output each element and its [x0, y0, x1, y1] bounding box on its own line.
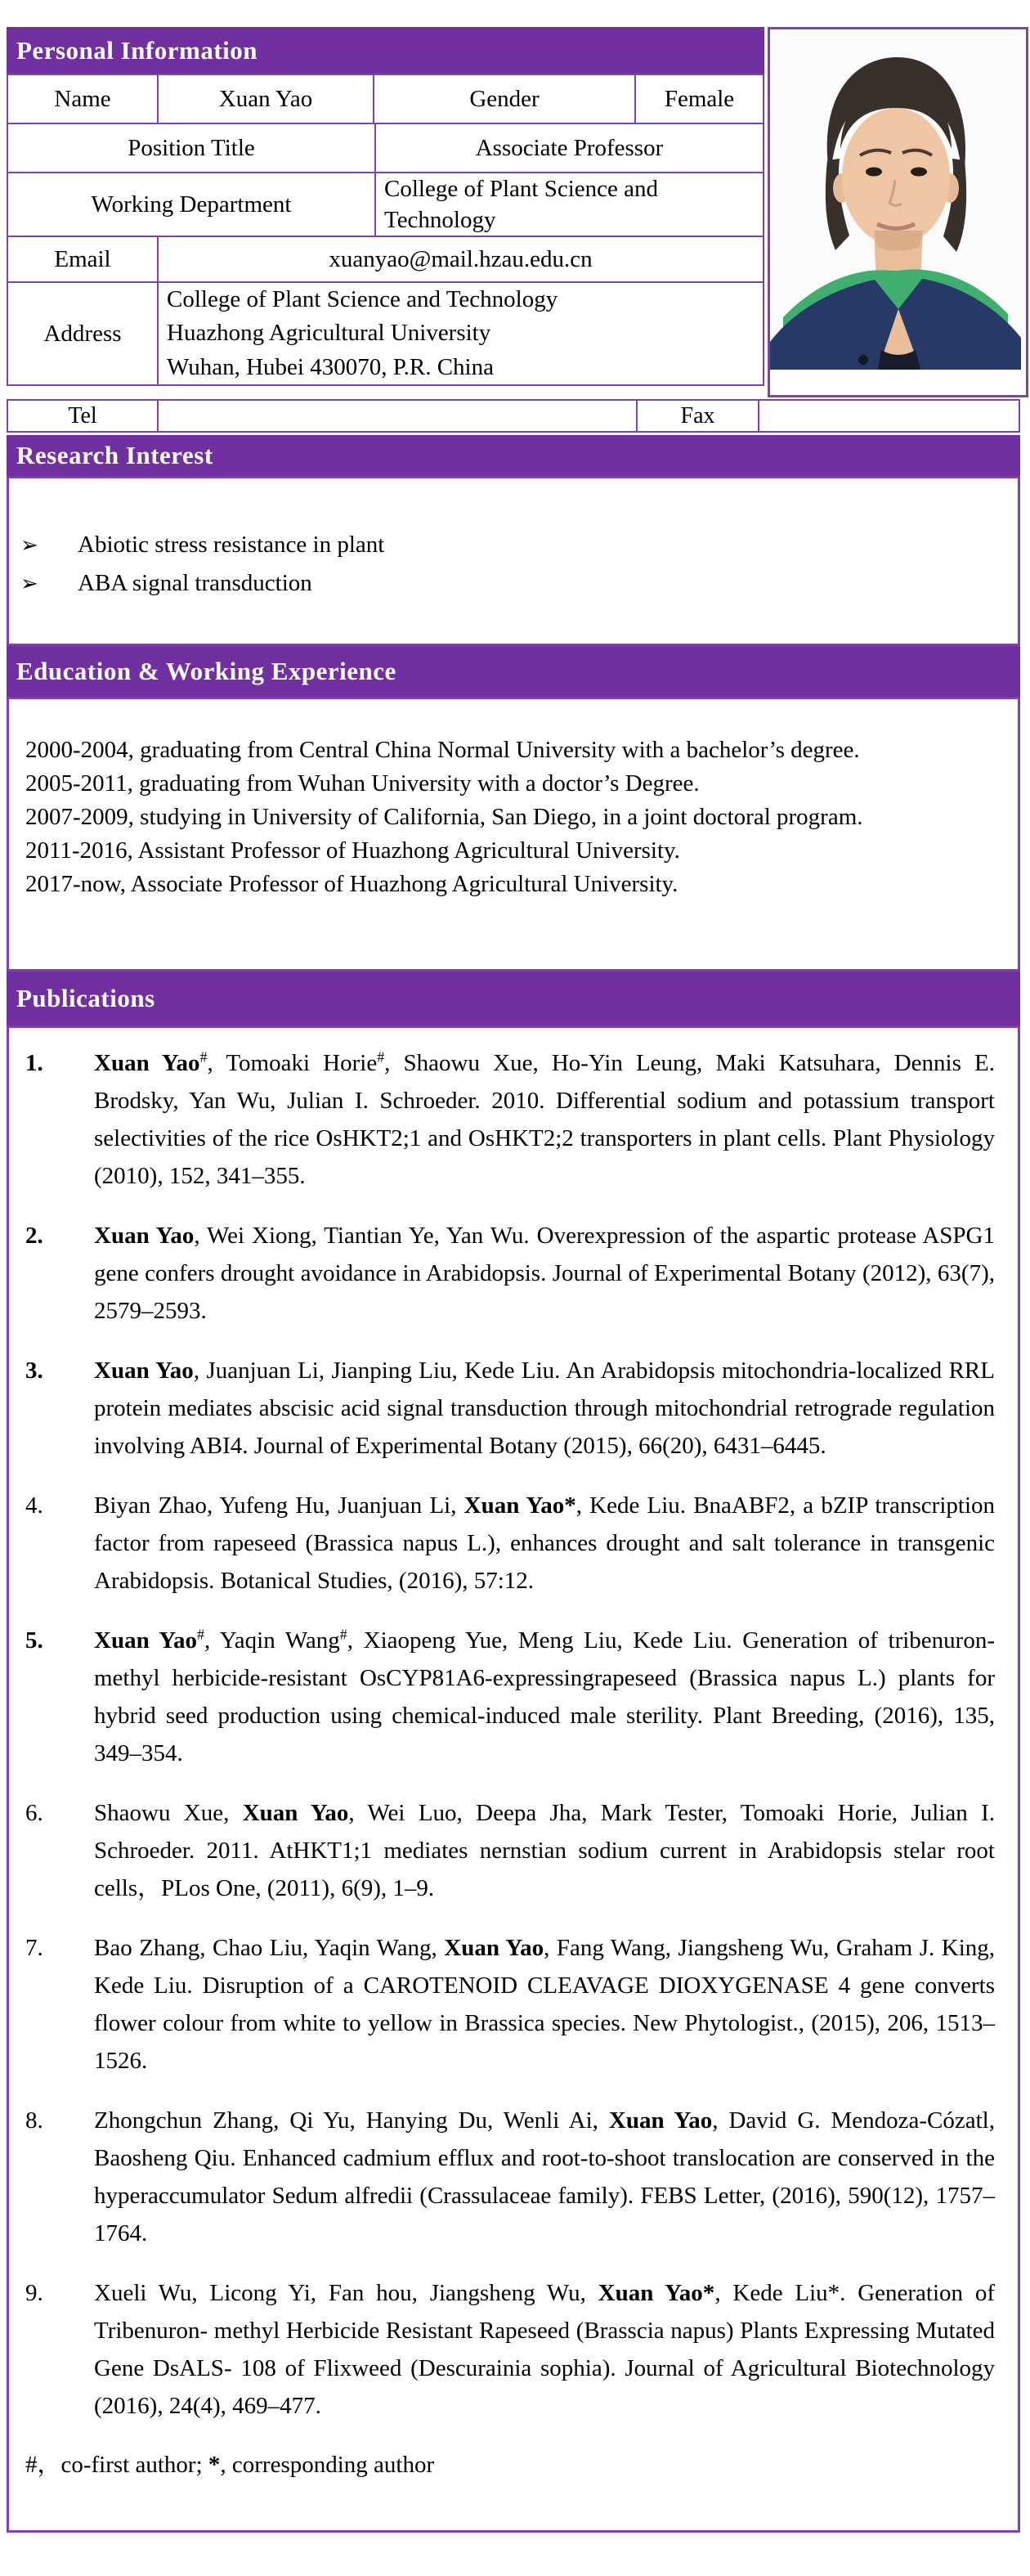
publication-number: 3. [25, 1358, 43, 1384]
publication-number: 5. [25, 1627, 43, 1654]
arrow-bullet-icon: ➢ [20, 572, 38, 596]
personal-information-section [7, 27, 1020, 397]
name-value: Xuan Yao [159, 75, 374, 123]
position-title-value: Associate Professor [475, 134, 664, 161]
publications-list [19, 1044, 995, 2425]
publication-text: Xueli Wu, Licong Yi, Fan hou, Jiangsheng Wu, Xuan Yao*, Kede Liu*. Generation of Tribenuron- methyl Herbicide Resistant Rapeseed (Brasscia napus) Plants Expressing Mutated Gene DsALS- 108 of Flixweed (Descurainia sophia). Journal of Agricultural Biotechnology (2016), 24(4), 469–477. [94, 2280, 996, 2419]
research-interest-text: Abiotic stress resistance in plant [78, 532, 385, 558]
publication-text: Zhongchun Zhang, Qi Yu, Hanying Du, Wenli Ai, Xuan Yao, David G. Mendoza-Cózatl, Baosheng Qiu. Enhanced cadmium efflux and root-to-shoot translocation are conserved in the hyperaccumulator Sedum alfredii (Crassulaceae family). FEBS Letter, (2016), 590(12), 1757–1764. [94, 2107, 995, 2246]
education-entry: 2007-2009, studying in University of California, San Diego, in a joint doctoral program. [25, 804, 863, 830]
education-list [25, 734, 1001, 901]
fax-label: Fax [638, 401, 759, 431]
publication-text: Bao Zhang, Chao Liu, Yaqin Wang, Xuan Yao, Fang Wang, Jiangsheng Wu, Graham J. King, Kede Liu. Disruption of a CAROTENOID CLEAVAGE DIOXYGENASE 4 gene converts flower colour from white to yellow in Brassica species. New Phytologist., (2015), 206, 1513–1526. [94, 1935, 996, 2074]
publications-footnote: #，co-first author; *, corresponding author [25, 2452, 435, 2478]
research-interest-item [20, 564, 1001, 603]
table-row-email [8, 237, 763, 283]
gender-label: Gender [374, 75, 636, 123]
address-line-2: Huazhong Agricultural University [167, 320, 491, 347]
publication-text: Biyan Zhao, Yufeng Hu, Juanjuan Li, Xuan Yao*, Kede Liu. BnaABF2, a bZIP transcription factor from rapeseed (Brassica napus L.), enhances drought and salt tolerance in transgenic Arabidopsis. Botanical Studies, (2016), 57:12. [94, 1492, 996, 1594]
address-value [159, 283, 763, 384]
address-line-1: College of Plant Science and Technology [167, 286, 558, 313]
publications-box [7, 1025, 1020, 2533]
research-interest-list [20, 526, 1001, 603]
table-row-position [8, 124, 763, 173]
publication-item [19, 1352, 995, 1465]
section-header-publications [7, 972, 1020, 1025]
publication-text: Xuan Yao, Wei Xiong, Tiantian Ye, Yan Wu. Overexpression of the aspartic protease ASPG1 gene confers drought avoidance in Arabidopsis. Journal of Experimental Botany (2012), 63(7), 2579–2593. [94, 1223, 995, 1324]
email-label: Email [8, 237, 159, 281]
publication-number: 1. [25, 1050, 43, 1076]
table-row-tel-fax [7, 399, 1020, 433]
table-row-department [8, 173, 763, 237]
name-label: Name [8, 75, 159, 123]
publication-item [19, 1794, 995, 1907]
section-title: Personal Information [16, 35, 258, 65]
profile-photo [768, 27, 1028, 397]
table-row-address [8, 283, 763, 384]
section-header-research-interest [7, 435, 1020, 476]
research-interest-box [7, 476, 1020, 646]
education-box [7, 697, 1020, 972]
tel-value [159, 401, 638, 431]
publication-item [19, 2274, 995, 2425]
publication-item [19, 1929, 995, 2080]
table-row-name-gender [8, 75, 763, 124]
email-value: xuanyao@mail.hzau.edu.cn [329, 245, 593, 272]
publication-number: 6. [25, 1800, 43, 1826]
arrow-bullet-icon: ➢ [20, 533, 38, 558]
publication-item [19, 1487, 995, 1600]
publication-text: Xuan Yao#, Yaqin Wang#, Xiaopeng Yue, Meng Liu, Kede Liu. Generation of tribenuron-methyl herbicide-resistant OsCYP81A6-expressingrapeseed (Brassica napus L.) plants for hybrid seed production using chemical-induced male sterility. Plant Breeding, (2016), 135, 349–354. [94, 1626, 995, 1766]
working-department-label: Working Department [8, 173, 376, 236]
publication-item [19, 1217, 995, 1330]
publication-text: Xuan Yao#, Tomoaki Horie#, Shaowu Xue, Ho-Yin Leung, Maki Katsuhara, Dennis E. Brodsky, Yan Wu, Julian I. Schroeder. 2010. Differential sodium and potassium transport selectivities of the rice OsHKT2;1 and OsHKT2;2 transporters in plant cells. Plant Physiology (2010), 152, 341–355. [94, 1048, 995, 1189]
tel-label: Tel [8, 401, 159, 431]
address-line-3: Wuhan, Hubei 430070, P.R. China [167, 353, 494, 380]
publication-item [19, 2102, 995, 2252]
personal-info-left-column [7, 27, 764, 386]
profile-photo-illustration [770, 29, 1021, 395]
photo-face [842, 108, 950, 245]
publication-text: Shaowu Xue, Xuan Yao, Wei Luo, Deepa Jha, Mark Tester, Tomoaki Horie, Julian I. Schroeder. 2011. AtHKT1;1 mediates nernstian sodium current in Arabidopsis stelar root cells，PLos One, (2011), 6(9), 1–9. [94, 1800, 995, 1901]
publication-number: 7. [25, 1935, 43, 1961]
education-entry: 2017-now, Associate Professor of Huazhong Agricultural University. [25, 871, 678, 897]
section-title: Education & Working Experience [16, 657, 396, 685]
section-title: Research Interest [16, 441, 213, 469]
publication-number: 2. [25, 1223, 43, 1249]
working-department-value: College of Plant Science and Technology [384, 175, 659, 233]
section-header-education [7, 646, 1020, 697]
fax-value [759, 401, 1019, 431]
gender-value: Female [664, 85, 735, 112]
publication-number: 8. [25, 2107, 43, 2134]
publication-number: 4. [25, 1492, 43, 1519]
publication-item [19, 1044, 995, 1195]
address-label: Address [8, 283, 159, 384]
position-title-label: Position Title [8, 124, 376, 172]
publication-text: Xuan Yao, Juanjuan Li, Jianping Liu, Kede Liu. An Arabidopsis mitochondria-localized RRL protein mediates abscisic acid signal transduction through mitochondrial retrograde regulation involving ABI4. Journal of Experimental Botany (2015), 66(20), 6431–6445. [94, 1358, 995, 1459]
publication-item [19, 1622, 995, 1772]
education-entry: 2005-2011, graduating from Wuhan University with a doctor’s Degree. [25, 770, 700, 797]
section-title: Publications [16, 984, 155, 1012]
research-interest-text: ABA signal transduction [78, 570, 312, 596]
education-entry: 2000-2004, graduating from Central China Normal University with a bachelor’s degree. [25, 737, 860, 763]
education-entry: 2011-2016, Assistant Professor of Huazhong Agricultural University. [25, 837, 680, 864]
personal-info-table [7, 74, 764, 386]
research-interest-item [20, 526, 1001, 564]
section-header-personal-information [7, 27, 764, 74]
publication-number: 9. [25, 2280, 43, 2306]
